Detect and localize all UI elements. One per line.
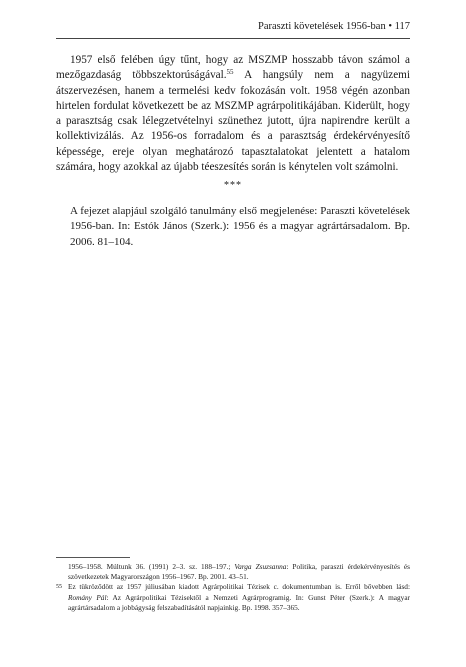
footnote-55 — [56, 582, 410, 613]
running-head: Paraszti követelések 1956-ban • 117 — [258, 21, 410, 32]
footnote-cont-text-a: 1956–1958. Múltunk 36. (1991) 2–3. sz. 188–197.; — [68, 562, 235, 571]
paragraph-text-start: 1957 első felében úgy tűnt, hogy az MSZMP hosszabb távon számol a mezőgazdaság többszektorúságával. — [56, 54, 410, 82]
footnote-reference[interactable]: 55 — [226, 68, 234, 77]
body-paragraph — [56, 53, 410, 175]
footnote-rule — [56, 557, 130, 558]
header-rule — [56, 38, 410, 39]
footnote-55-text-b: : Az Agrárpolitikai Tézisektől a Nemzeti Agrárprogramig. In: Gunst Péter (Szerk.): A magyar agrártársadalom a jobbágyság felszabadításától napjainkig. Bp. 1998. 357–365. — [68, 592, 410, 612]
body-text — [56, 53, 410, 175]
footnote-cont-text-b: : Politika, paraszti érdekérvényesítés és szövetkezetek Magyarországon 1956–1967. Bp. 2001. 43–51. — [68, 562, 410, 582]
paragraph-text-end: A hangsúly nem a nagyüzemi átszervezésen, hanem a termelési kedv fokozásán volt. 1958 végén azonban hirtelen fordulat következett be az MSZMP agrárpolitikájában. Kiderült, hogy a parasztság csak lélegzetvételnyi szünethez jutott, újra napirendre került a kollektivizálás. Az 1956-os forradalom és a parasztság érdekérvényesítő képessége, ereje olyan meghatározó tapasztalatokat jelentett a hatalom számára, hogy azokkal az újabb téeszesítés során is kénytelen volt számolni. — [56, 69, 410, 174]
source-note: A fejezet alapjául szolgáló tanulmány első megjelenése: Paraszti követelések 1956-ban. In: Estók János (Szerk.): 1956 és a magyar agrártársadalom. Bp. 2006. 81–104. — [70, 205, 410, 248]
footnote-55-text-a: Ez tükröződött az 1957 júliusában kiadott Agrárpolitikai Tézisek c. dokumentumban is. Erről bővebben lásd: — [68, 582, 410, 592]
footnote-continuation — [56, 562, 410, 582]
footnote-55-author: Romány Pál — [68, 592, 107, 602]
section-separator: *** — [224, 180, 242, 191]
footnote-number: 55 — [56, 584, 62, 591]
footnotes — [56, 562, 410, 614]
footnote-cont-author: Varga Zsuzsanna — [234, 562, 287, 571]
